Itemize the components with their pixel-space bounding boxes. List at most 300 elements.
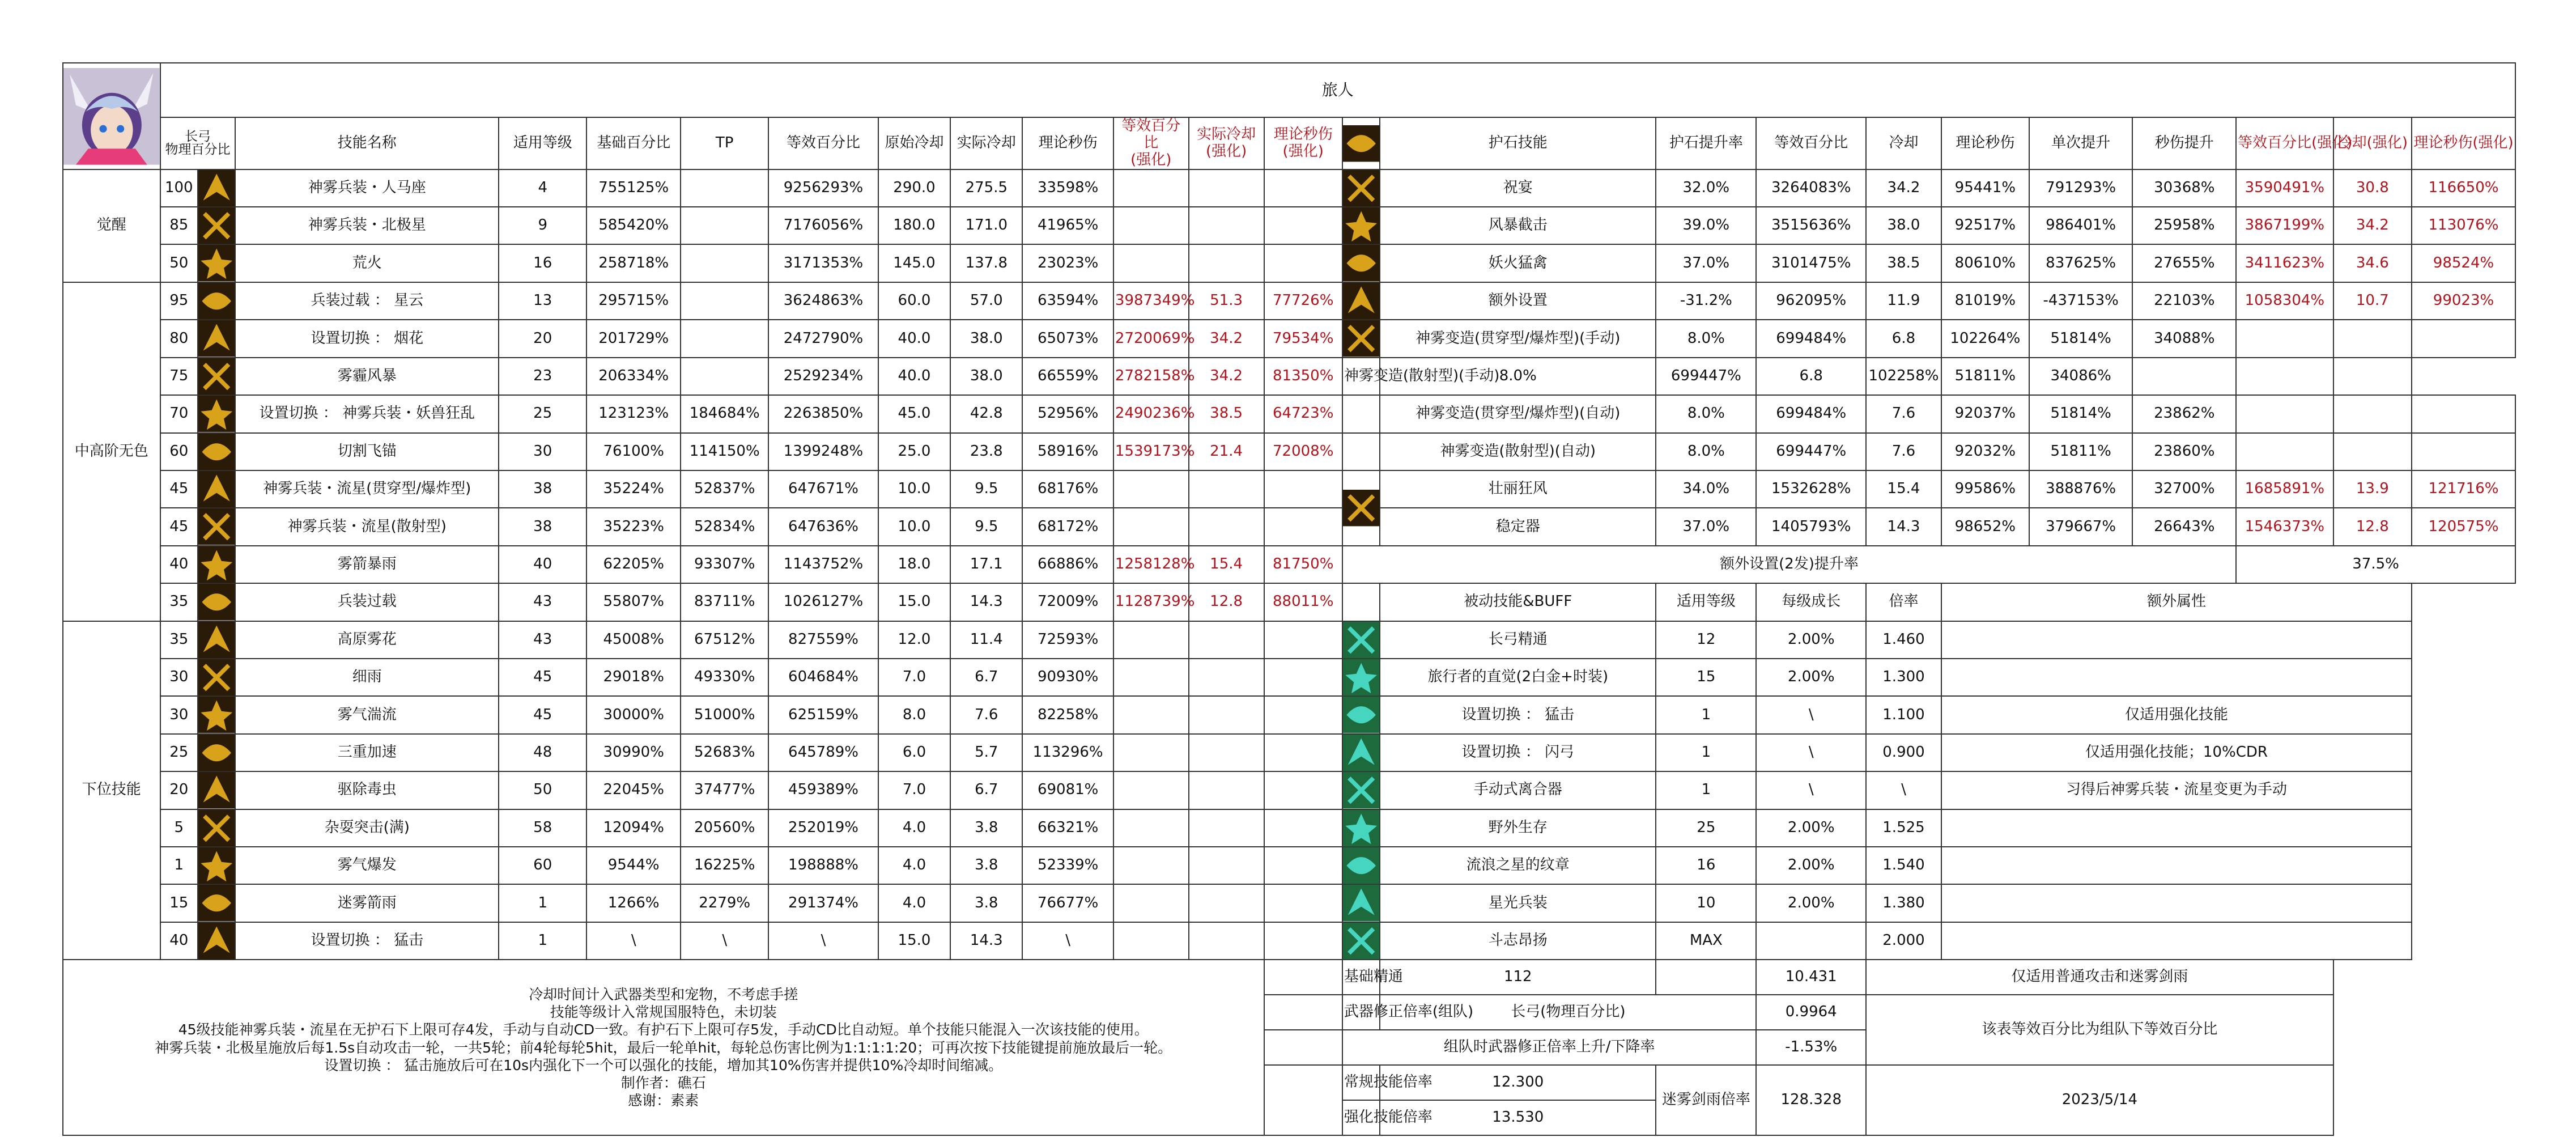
skill-dps_e: [1264, 884, 1342, 922]
skill-cd: 11.4: [950, 621, 1022, 659]
passive-name: 星光兵装: [1380, 884, 1656, 922]
skill-dps: 90930%: [1022, 659, 1113, 696]
skill-dps_e: [1264, 734, 1342, 771]
skill-eq: 645789%: [768, 734, 878, 771]
talisman-eq: 3515636%: [1756, 207, 1866, 244]
skill-icon: [198, 922, 235, 960]
skill-level: 95: [160, 282, 198, 320]
skill-cd: 7.6: [950, 696, 1022, 733]
skill-dps_e: [1264, 169, 1342, 207]
skill-cd0: 45.0: [878, 395, 950, 432]
team-fix-icon: [1264, 1030, 1342, 1065]
team-fix-rate: -1.53%: [1756, 1030, 1866, 1065]
passive-growth: 2.00%: [1756, 809, 1866, 847]
talisman-eq: 1532628%: [1756, 470, 1866, 508]
skill-name: 神雾兵装・人马座: [235, 169, 499, 207]
skill-eq: 625159%: [768, 696, 878, 733]
skill-eq_e: 2720069%: [1113, 320, 1189, 357]
skill-eq: 3171353%: [768, 244, 878, 282]
skill-req: 60: [499, 847, 586, 884]
skill-eq_e: [1113, 884, 1189, 922]
enh-rate-name: 强化技能倍率: [1342, 1100, 1380, 1135]
talisman-eq_e: [2236, 395, 2333, 432]
talisman-gain: 34086%: [2029, 358, 2133, 395]
skill-cd_e: [1189, 244, 1264, 282]
skill-dps_e: [1264, 659, 1342, 696]
passive-name: 手动式离合器: [1380, 771, 1656, 809]
talisman-single: 379667%: [2029, 508, 2133, 545]
skill-dps: 58916%: [1022, 433, 1113, 470]
skill-base: 755125%: [586, 169, 681, 207]
talisman-name: 神雾变造(贯穿型/爆炸型)(自动): [1380, 395, 1656, 432]
passive-icon: [1342, 922, 1380, 960]
passive-attr: [1941, 621, 2412, 659]
skill-cd0: 4.0: [878, 809, 950, 847]
skill-name: 设置切换 ： 神雾兵装・妖兽狂乱: [235, 395, 499, 432]
talisman-header-5: 单次提升: [2029, 117, 2133, 169]
talisman-rate: 8.0%: [1656, 320, 1756, 357]
skill-cd0: 145.0: [878, 244, 950, 282]
skill-base: 206334%: [586, 358, 681, 395]
skill-tp: 16225%: [681, 847, 768, 884]
passive-icon: [1342, 696, 1380, 733]
page-title: 旅人: [160, 63, 2515, 117]
skill-cd0: 18.0: [878, 546, 950, 583]
passive-req: 15: [1656, 659, 1756, 696]
talisman-dps_e: 113076%: [2412, 207, 2515, 244]
skill-req: 25: [499, 395, 586, 432]
talisman-header-enhanced-2: 理论秒伤(强化): [2412, 117, 2515, 169]
skill-cd0: 12.0: [878, 621, 950, 659]
talisman-eq: 3264083%: [1756, 169, 1866, 207]
passive-attr: [1941, 922, 2412, 960]
skill-tp: 83711%: [681, 583, 768, 621]
skill-dps_e: [1264, 244, 1342, 282]
skill-base: 258718%: [586, 244, 681, 282]
skill-tp: [681, 282, 768, 320]
skill-req: 4: [499, 169, 586, 207]
talisman-gain: 22103%: [2132, 282, 2236, 320]
extra-setting-label: 额外设置(2发)提升率: [1342, 546, 2236, 583]
passive-req: 1: [1656, 696, 1756, 733]
skill-tp: [681, 207, 768, 244]
weapon-type-header: [160, 117, 236, 169]
talisman-name: 祝宴: [1380, 169, 1656, 207]
talisman-cd_e: 30.8: [2333, 169, 2412, 207]
passive-rate: 1.300: [1866, 659, 1941, 696]
talisman-cd_e: [2333, 320, 2412, 357]
passive-req: 25: [1656, 809, 1756, 847]
skill-icon: [198, 395, 235, 432]
skill-dps: 66321%: [1022, 809, 1113, 847]
talisman-gain: 27655%: [2132, 244, 2236, 282]
passive-attr: 习得后神雾兵装・流星变更为手动: [1941, 771, 2412, 809]
talisman-eq_e: 1058304%: [2236, 282, 2333, 320]
skill-base: 22045%: [586, 771, 681, 809]
skill-cd: 17.1: [950, 546, 1022, 583]
talisman-name: 神雾变造(散射型)(手动): [1342, 358, 1380, 395]
talisman-dps: 81019%: [1941, 282, 2029, 320]
skill-tp: [681, 358, 768, 395]
skill-level: 45: [160, 470, 198, 508]
skill-eq: 291374%: [768, 884, 878, 922]
skill-level: 50: [160, 244, 198, 282]
skill-tp: 20560%: [681, 809, 768, 847]
talisman-dps_e: 121716%: [2412, 470, 2515, 508]
skill-cd0: 10.0: [878, 508, 950, 545]
header-6: 实际冷却: [950, 117, 1022, 169]
talisman-name: 额外设置: [1380, 282, 1656, 320]
talisman-cd: 6.8: [1756, 358, 1866, 395]
skill-req: 50: [499, 771, 586, 809]
skill-tp: 52837%: [681, 470, 768, 508]
skill-level: 100: [160, 169, 198, 207]
skill-level: 15: [160, 884, 198, 922]
talisman-gain: 34088%: [2132, 320, 2236, 357]
talisman-header-2: 等效百分比: [1756, 117, 1866, 169]
skill-name: 迷雾箭雨: [235, 884, 499, 922]
skill-level: 35: [160, 621, 198, 659]
skill-req: 30: [499, 433, 586, 470]
talisman-single: 51811%: [2029, 433, 2133, 470]
skill-dps_e: [1264, 207, 1342, 244]
skill-cd_e: [1189, 207, 1264, 244]
passive-name: 长弓精通: [1380, 621, 1656, 659]
note-line: 技能等级计入常规国服特色，未切装: [550, 1004, 777, 1021]
skill-cd0: 25.0: [878, 433, 950, 470]
skill-cd: 42.8: [950, 395, 1022, 432]
skill-eq: \: [768, 922, 878, 960]
skill-dps_e: 72008%: [1264, 433, 1342, 470]
skill-name: 三重加速: [235, 734, 499, 771]
skill-icon: [198, 207, 235, 244]
skill-req: 16: [499, 244, 586, 282]
talisman-eq: 1405793%: [1756, 508, 1866, 545]
talisman-eq: 962095%: [1756, 282, 1866, 320]
skill-cd0: 180.0: [878, 207, 950, 244]
skill-req: 1: [499, 884, 586, 922]
passive-icon: [1342, 884, 1380, 922]
talisman-eq: 699447%: [1756, 433, 1866, 470]
skill-cd_e: [1189, 809, 1264, 847]
skill-cd: 3.8: [950, 809, 1022, 847]
talisman-icon: [1342, 320, 1380, 357]
skill-cd0: 40.0: [878, 358, 950, 395]
skill-tp: 52834%: [681, 508, 768, 545]
skill-name: 雾气爆发: [235, 847, 499, 884]
talisman-rate: 8.0%: [1656, 395, 1756, 432]
passive-rate: 1.100: [1866, 696, 1941, 733]
talisman-rate: 8.0%: [1656, 433, 1756, 470]
note-line: 神雾兵装・北极星施放后每1.5s自动攻击一轮，一共5轮；前4轮每轮5hit，最后一轮单hit，每轮总伤害比例为1:1:1:1:20；可再次按下技能键提前施放最后一轮。: [155, 1039, 1172, 1056]
skill-level: 85: [160, 207, 198, 244]
skill-dps: 63594%: [1022, 282, 1113, 320]
skill-base: 45008%: [586, 621, 681, 659]
skill-cd_e: [1189, 771, 1264, 809]
skill-base: 30000%: [586, 696, 681, 733]
skill-cd: 9.5: [950, 470, 1022, 508]
skill-tp: 184684%: [681, 395, 768, 432]
skill-dps: 65073%: [1022, 320, 1113, 357]
skill-dps_e: [1264, 508, 1342, 545]
mist-rate-value: 128.328: [1756, 1065, 1866, 1135]
skill-base: 35223%: [586, 508, 681, 545]
skill-tp: 2279%: [681, 884, 768, 922]
skill-cd_e: [1189, 847, 1264, 884]
skill-icon: [198, 169, 235, 207]
talisman-dps_e: 99023%: [2412, 282, 2515, 320]
talisman-cd: 38.0: [1866, 207, 1941, 244]
dps-table: [62, 62, 2516, 1136]
talisman-dps_e: 120575%: [2412, 508, 2515, 545]
skill-dps: 82258%: [1022, 696, 1113, 733]
talisman-gain: 25958%: [2132, 207, 2236, 244]
skill-cd: 275.5: [950, 169, 1022, 207]
skill-cd: 9.5: [950, 508, 1022, 545]
header-1: 适用等级: [499, 117, 586, 169]
passive-rate: 1.525: [1866, 809, 1941, 847]
skill-eq: 827559%: [768, 621, 878, 659]
skill-eq: 2263850%: [768, 395, 878, 432]
talisman-cd: 11.9: [1866, 282, 1941, 320]
skill-cd_e: 12.8: [1189, 583, 1264, 621]
skill-dps_e: 64723%: [1264, 395, 1342, 432]
skill-tp: 114150%: [681, 433, 768, 470]
passive-growth: 2.00%: [1756, 884, 1866, 922]
skill-req: 13: [499, 282, 586, 320]
skill-cd_e: [1189, 621, 1264, 659]
skill-cd: 137.8: [950, 244, 1022, 282]
talisman-eq_e: 3590491%: [2236, 169, 2333, 207]
skill-icon: [198, 433, 235, 470]
talisman-header-0: 护石技能: [1380, 117, 1656, 169]
skill-level: 30: [160, 659, 198, 696]
passive-icon: [1342, 734, 1380, 771]
passive-header-rate: 倍率: [1866, 583, 1941, 621]
weapon-fix-icon: [1264, 995, 1342, 1030]
talisman-rate: 37.0%: [1656, 244, 1756, 282]
skill-base: 30990%: [586, 734, 681, 771]
talisman-dps: 92517%: [1941, 207, 2029, 244]
passive-growth: \: [1756, 696, 1866, 733]
talisman-cd_e: 34.6: [2333, 244, 2412, 282]
skill-eq_e: 2782158%: [1113, 358, 1189, 395]
talisman-eq_e: 1685891%: [2236, 470, 2333, 508]
skill-name: 神雾兵装・流星(散射型): [235, 508, 499, 545]
skill-cd0: 10.0: [878, 470, 950, 508]
skill-dps: 113296%: [1022, 734, 1113, 771]
passive-icon: [1342, 809, 1380, 847]
skill-dps_e: 79534%: [1264, 320, 1342, 357]
skill-cd_e: [1189, 508, 1264, 545]
skill-tp: 93307%: [681, 546, 768, 583]
skill-eq_e: [1113, 734, 1189, 771]
talisman-header-enhanced-0: 等效百分比(强化): [2236, 117, 2333, 169]
skill-tp: 67512%: [681, 621, 768, 659]
skill-name: 神雾兵装・流星(贯穿型/爆炸型): [235, 470, 499, 508]
skill-dps: 23023%: [1022, 244, 1113, 282]
skill-eq_e: [1113, 244, 1189, 282]
talisman-single: 51814%: [2029, 395, 2133, 432]
talisman-gain: 23862%: [2132, 395, 2236, 432]
skill-base: 585420%: [586, 207, 681, 244]
skill-icon: [198, 659, 235, 696]
talisman-rate: 37.0%: [1656, 508, 1756, 545]
skill-eq_e: [1113, 169, 1189, 207]
skill-req: 20: [499, 320, 586, 357]
talisman-single: 51814%: [2029, 320, 2133, 357]
skill-eq: 604684%: [768, 659, 878, 696]
passive-name: 野外生存: [1380, 809, 1656, 847]
skill-req: 45: [499, 659, 586, 696]
skill-dps_e: [1264, 771, 1342, 809]
talisman-name: 神雾变造(贯穿型/爆炸型)(手动): [1380, 320, 1656, 357]
skill-level: 25: [160, 734, 198, 771]
skill-cd_e: 34.2: [1189, 320, 1264, 357]
skill-eq_e: [1113, 659, 1189, 696]
header-3: TP: [681, 117, 768, 169]
passive-rate: 1.540: [1866, 847, 1941, 884]
passive-rate: 0.900: [1866, 734, 1941, 771]
group-label: 下位技能: [63, 621, 160, 960]
talisman-name: 神雾变造(散射型)(自动): [1380, 433, 1656, 470]
talisman-rate: 39.0%: [1656, 207, 1756, 244]
skill-base: 29018%: [586, 659, 681, 696]
weapon-name: 长弓: [184, 129, 211, 144]
skill-base: 35224%: [586, 470, 681, 508]
talisman-name: 壮丽狂风: [1380, 470, 1656, 508]
skill-eq_e: 1258128%: [1113, 546, 1189, 583]
talisman-name: 稳定器: [1380, 508, 1656, 545]
group-label: 觉醒: [63, 169, 160, 282]
talisman-icon-empty: [1342, 433, 1380, 470]
skill-dps: 41965%: [1022, 207, 1113, 244]
skill-eq: 1026127%: [768, 583, 878, 621]
passive-icon: [1342, 847, 1380, 884]
header-2: 基础百分比: [586, 117, 681, 169]
skill-level: 80: [160, 320, 198, 357]
skill-dps: 69081%: [1022, 771, 1113, 809]
skill-icon: [198, 847, 235, 884]
talisman-eq_e: [2236, 433, 2333, 470]
skill-name: 兵装过载: [235, 583, 499, 621]
skill-eq: 647636%: [768, 508, 878, 545]
skill-eq: 2472790%: [768, 320, 878, 357]
notes: [63, 960, 1264, 1135]
talisman-icon: [1342, 244, 1380, 282]
header-7: 理论秒伤: [1022, 117, 1113, 169]
talisman-dps: 102264%: [1941, 320, 2029, 357]
skill-eq_e: [1113, 470, 1189, 508]
skill-cd_e: [1189, 696, 1264, 733]
passive-req: MAX: [1656, 922, 1756, 960]
talisman-name: 妖火猛禽: [1380, 244, 1656, 282]
passive-attr: 仅适用强化技能；10%CDR: [1941, 734, 2412, 771]
skill-name: 雾霾风暴: [235, 358, 499, 395]
skill-req: 38: [499, 470, 586, 508]
passive-header-icon: [1342, 583, 1380, 621]
skill-icon: [198, 358, 235, 395]
skill-level: 20: [160, 771, 198, 809]
talisman-eq: 699484%: [1756, 320, 1866, 357]
passive-req: 12: [1656, 621, 1756, 659]
team-fix-name: 组队时武器修正倍率上升/下降率: [1342, 1030, 1757, 1065]
passive-attr: [1941, 659, 2412, 696]
skill-dps_e: [1264, 470, 1342, 508]
talisman-cd: 15.4: [1866, 470, 1941, 508]
talisman-icon: [1342, 207, 1380, 244]
talisman-header-4: 理论秒伤: [1941, 117, 2029, 169]
passive-name: 斗志昂扬: [1380, 922, 1656, 960]
skill-cd0: 290.0: [878, 169, 950, 207]
skill-cd0: 40.0: [878, 320, 950, 357]
talisman-dps_e: 116650%: [2412, 169, 2515, 207]
talisman-dps_e: [2412, 433, 2515, 470]
skill-cd0: 15.0: [878, 922, 950, 960]
skill-icon: [198, 884, 235, 922]
skill-cd0: 60.0: [878, 282, 950, 320]
skill-cd: 38.0: [950, 320, 1022, 357]
basic-mastery-icon: [1264, 960, 1342, 995]
talisman-cd: 6.8: [1866, 320, 1941, 357]
skill-dps: 72009%: [1022, 583, 1113, 621]
skill-cd: 6.7: [950, 771, 1022, 809]
skill-tp: [681, 169, 768, 207]
passive-header-req: 适用等级: [1656, 583, 1756, 621]
skill-dps: 52339%: [1022, 847, 1113, 884]
skill-req: 1: [499, 922, 586, 960]
passive-header-attr: 额外属性: [1941, 583, 2412, 621]
skill-icon: [198, 809, 235, 847]
skill-eq: 2529234%: [768, 358, 878, 395]
skill-dps_e: 88011%: [1264, 583, 1342, 621]
passive-name: 设置切换 ： 闪弓: [1380, 734, 1656, 771]
skill-name: 细雨: [235, 659, 499, 696]
weapon-fix-name: 武器修正倍率(组队): [1342, 995, 1380, 1030]
talisman-rate: 8.0%: [1380, 358, 1656, 395]
skill-tp: 51000%: [681, 696, 768, 733]
skill-eq_e: 3987349%: [1113, 282, 1189, 320]
skill-eq_e: 2490236%: [1113, 395, 1189, 432]
skill-eq: 1143752%: [768, 546, 878, 583]
skill-tp: [681, 244, 768, 282]
skill-cd0: 8.0: [878, 696, 950, 733]
skill-cd0: 7.0: [878, 659, 950, 696]
skill-level: 75: [160, 358, 198, 395]
skill-cd0: 4.0: [878, 847, 950, 884]
skill-eq_e: [1113, 922, 1189, 960]
skill-level: 45: [160, 508, 198, 545]
skill-eq: 459389%: [768, 771, 878, 809]
skill-dps: 68172%: [1022, 508, 1113, 545]
skill-base: 9544%: [586, 847, 681, 884]
normal-rate-name: 常规技能倍率: [1342, 1065, 1380, 1100]
passive-growth: \: [1756, 771, 1866, 809]
note-line: 感谢：素素: [628, 1092, 699, 1109]
basic-mastery-growth: [1656, 960, 1756, 995]
passive-name: 流浪之星的纹章: [1380, 847, 1656, 884]
header-enhanced-1: 实际冷却 (强化): [1189, 117, 1264, 169]
talisman-icon: [1342, 282, 1380, 320]
skill-base: 201729%: [586, 320, 681, 357]
skill-icon: [198, 282, 235, 320]
group-label: 中高阶无色: [63, 282, 160, 621]
skill-base: 55807%: [586, 583, 681, 621]
header-enhanced-2: 理论秒伤 (强化): [1264, 117, 1342, 169]
skill-tp: \: [681, 922, 768, 960]
talisman-cd: 7.6: [1866, 433, 1941, 470]
passive-attr: [1941, 809, 2412, 847]
